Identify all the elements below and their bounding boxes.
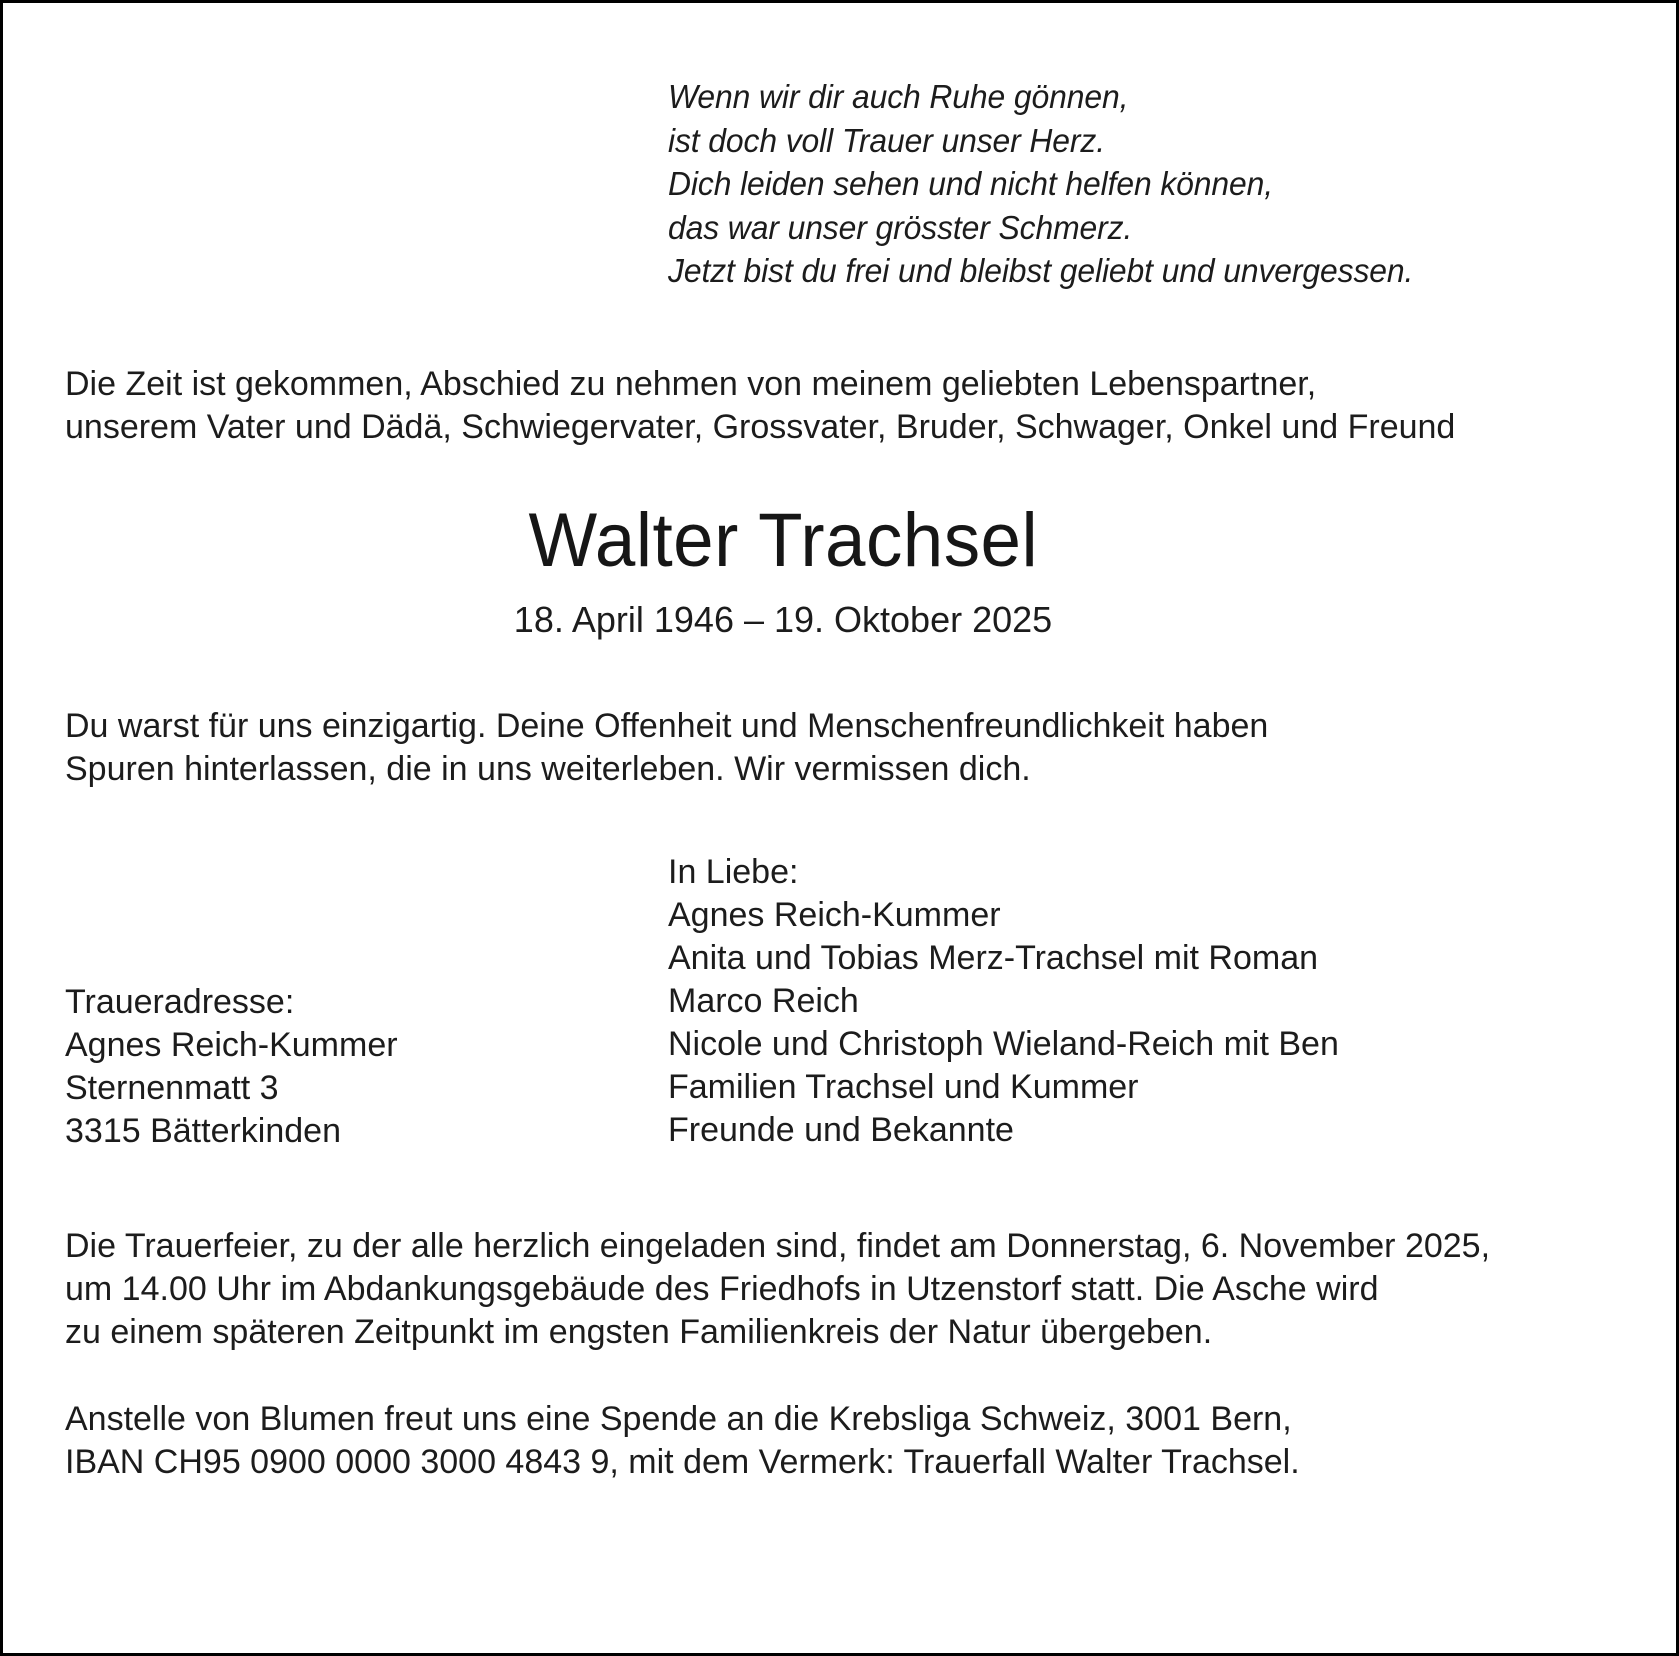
ceremony-line: zu einem späteren Zeitpunkt im engsten Familienkreis der Natur übergeben.	[65, 1313, 1213, 1351]
survivor-line: Freunde und Bekannte	[668, 1111, 1014, 1149]
ceremony-details	[65, 1225, 1545, 1354]
tribute-line: Du warst für uns einzigartig. Deine Offenheit und Menschenfreundlichkeit haben	[65, 707, 1269, 745]
survivors-label: In Liebe:	[668, 853, 799, 891]
poem-line: Dich leiden sehen und nicht helfen können,	[668, 165, 1273, 202]
survivor-line: Familien Trachsel und Kummer	[668, 1068, 1139, 1106]
ceremony-line: um 14.00 Uhr im Abdankungsgebäude des Friedhofs in Utzenstorf statt. Die Asche wird	[65, 1270, 1379, 1308]
poem-line: ist doch voll Trauer unser Herz.	[668, 121, 1106, 159]
mourning-address-line: Agnes Reich-Kummer	[65, 1026, 398, 1064]
survivor-line: Agnes Reich-Kummer	[668, 896, 1001, 934]
donation-line: IBAN CH95 0900 0000 3000 4843 9, mit dem Vermerk: Trauerfall Walter Trachsel.	[65, 1443, 1300, 1481]
obituary-content	[3, 3, 1679, 1656]
survivors-block	[668, 851, 1538, 1152]
deceased-dates: 18. April 1946 – 19. Oktober 2025	[513, 599, 1053, 640]
deceased-name: Walter Trachsel	[528, 498, 1038, 583]
poem-line: Wenn wir dir auch Ruhe gönnen,	[668, 78, 1129, 115]
mourning-address-block	[65, 981, 665, 1153]
poem-line: das war unser grösster Schmerz.	[668, 208, 1133, 246]
survivor-line: Marco Reich	[668, 982, 859, 1020]
survivor-line: Nicole und Christoph Wieland-Reich mit Ben	[668, 1025, 1339, 1063]
poem-line: Jetzt bist du frei und bleibst geliebt und unvergessen.	[668, 252, 1414, 289]
mourning-address-line: Sternenmatt 3	[65, 1069, 279, 1107]
tribute-text	[65, 705, 1525, 791]
survivor-line: Anita und Tobias Merz-Trachsel mit Roman	[668, 939, 1319, 977]
ceremony-line: Die Trauerfeier, zu der alle herzlich eingeladen sind, findet am Donnerstag, 6. November 2025,	[65, 1227, 1491, 1265]
donation-details	[65, 1398, 1545, 1484]
announcement-intro	[65, 363, 1525, 449]
mourning-address-label: Traueradresse:	[65, 983, 295, 1021]
memorial-poem	[668, 75, 1568, 293]
intro-line: Die Zeit ist gekommen, Abschied zu nehmen von meinem geliebten Lebenspartner,	[65, 365, 1317, 403]
donation-line: Anstelle von Blumen freut uns eine Spende an die Krebsliga Schweiz, 3001 Bern,	[65, 1400, 1292, 1438]
intro-line: unserem Vater und Dädä, Schwiegervater, Grossvater, Bruder, Schwager, Onkel und Freund	[65, 408, 1456, 446]
mourning-address-line: 3315 Bätterkinden	[65, 1112, 341, 1150]
tribute-line: Spuren hinterlassen, die in uns weiterleben. Wir vermissen dich.	[65, 750, 1031, 788]
